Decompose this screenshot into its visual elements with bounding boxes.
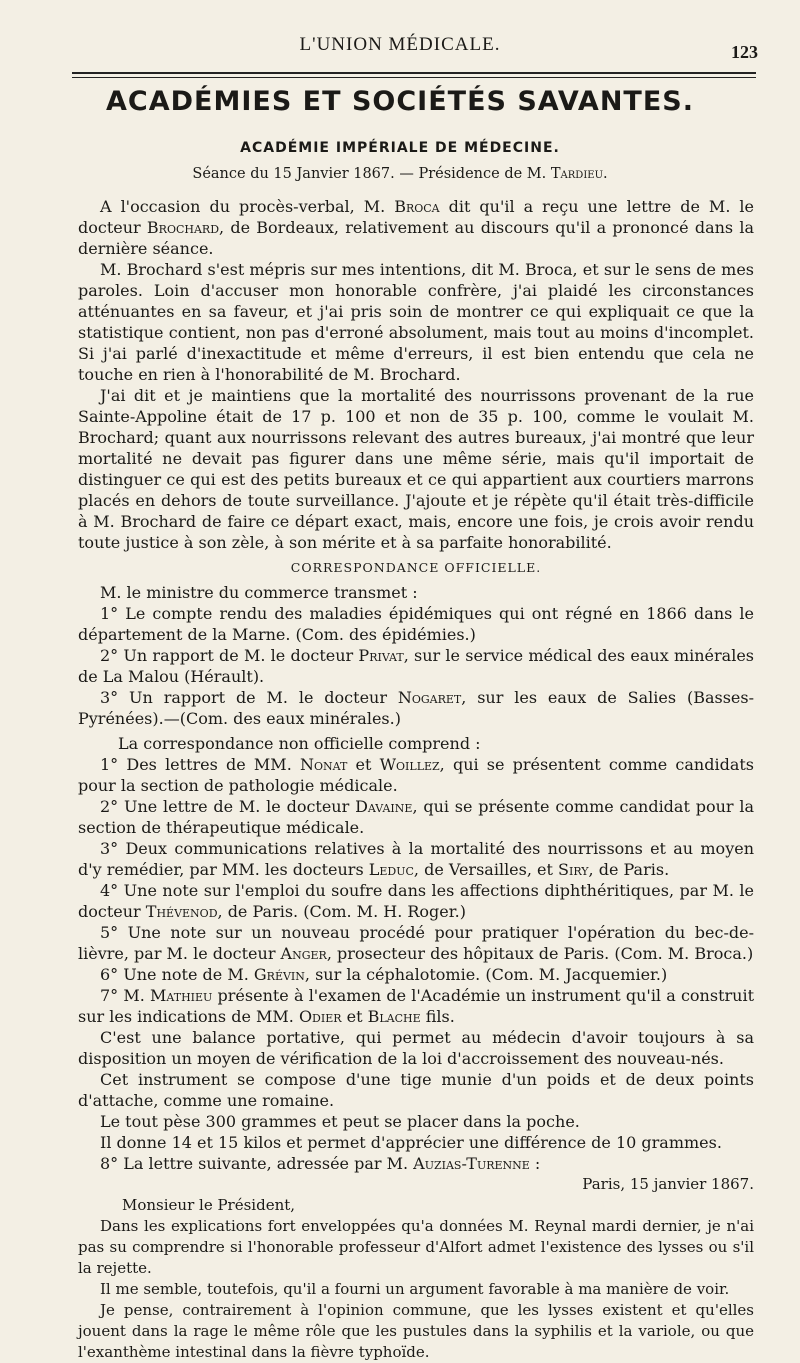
official-intro: M. le ministre du commerce transmet : [100,583,418,602]
text-run: 2° Un rapport de M. le docteur [100,646,359,665]
paragraph-procès-verbal [78,196,754,259]
text-run: , qui se présentent comme candidats pour la section de pathologie médicale. [78,755,755,795]
name-mathieu: Mathieu [150,986,213,1005]
name-auzias-turenne: Auzias-Turenne [413,1154,530,1173]
text-run: 3° Deux communications relatives à la mortalité des nourrissons et au moyen d'y remédier, par MM. les docteurs [78,839,754,879]
text-run: et [347,755,380,774]
text-run: A l'occasion du procès-verbal, M. [100,197,395,216]
text-run: , de Versailles, et [413,860,559,879]
text-run: 4° Une note sur l'emploi du soufre dans les affections diphthéritiques, par M. le docteur [78,881,754,921]
official-item-2 [78,645,754,687]
name-broca: Broca [394,197,440,216]
text-run: : [529,1154,541,1173]
letter-salutation: Monsieur le Président, [122,1196,296,1214]
academy-title: ACADÉMIE IMPÉRIALE DE MÉDECINE. [240,140,560,156]
article-body [78,196,754,1363]
letter [78,1174,754,1363]
text-run: présente à l'examen de l'Académie un instrument qu'il a construit sur les indications de MM. [78,986,754,1026]
official-item-3 [78,687,754,729]
official-item-1 [78,603,754,645]
text-run: , prosecteur des hôpitaux de Paris. (Com. M. Broca.) [326,944,754,963]
text-run: fils. [420,1007,455,1026]
letter-dateline: Paris, 15 janvier 1867. [582,1175,754,1193]
text-run: 2° Une lettre de M. le docteur [100,797,356,816]
text-run: 1° Le compte rendu des maladies épidémiques qui ont régné en 1866 dans le département de la Marne. (Com. des épidémies.) [78,604,754,644]
text-run: 5° Une note sur un nouveau procédé pour pratiquer l'opération du bec-de-lièvre, par M. le docteur [78,923,754,963]
unofficial-item-1 [78,754,754,796]
session-president: Tardieu. [550,166,608,182]
letter-para-3: Je pense, contrairement à l'opinion commune, que les lysses existent et qu'elles jouent dans la rage le même rôle que les pustules dans la syphilis et la variole, ou que l'exanthème intestinal dans la fièvre typhoïde. [78,1301,754,1361]
section-title: ACADÉMIES ET SOCIÉTÉS SAVANTES. [106,86,694,117]
text-run: dit qu'il a reçu une lettre de M. le docteur [78,197,754,237]
text-run: 6° Une note de M. [100,965,254,984]
text-run: , sur les eaux de Salies (Basses-Pyrénées).—(Com. des eaux minérales.) [78,688,755,728]
text-run: , sur la céphalotomie. (Com. M. Jacquemier.) [304,965,668,984]
paragraph-broca-reply: M. Brochard s'est mépris sur mes intentions, dit M. Broca, et sur le sens de mes paroles. Loin d'accuser mon honorable confrère, j'ai plaidé les circonstances atténuantes en sa faveur, et j'ai pris soin de montrer ce qui expliquait ce que la statistique contient, non pas d'erroné absolument, mais tout au moins d'incomplet. Si j'ai parlé d'inexactitude et même d'erreurs, il est bien entendu que cela ne touche en rien à l'honorabilité de M. Brochard. [78,260,754,384]
paragraph-mortality: J'ai dit et je maintiens que la mortalité des nourrissons provenant de la rue Sainte-Appoline était de 17 p. 100 et non de 35 p. 100, comme le voulait M. Brochard; quant aux nourrissons relevant des autres bureaux, j'ai montré que leur mortalité ne devait pas figurer dans une même série, mais qu'il importait de distinguer ce qui est des petits bureaux et ce qui appartient aux courtiers marrons placés en dehors de toute surveillance. J'ajoute et je répète qu'il était très-difficile à M. Brochard de faire ce départ exact, mais, encore une fois, je crois avoir rendu toute justice à son zèle, à son mérite et à sa parfaite honorabilité. [78,386,754,552]
letter-para-2: Il me semble, toutefois, qu'il a fourni un argument favorable à ma manière de voir. [100,1280,730,1298]
name-grevin: Grévin [253,965,305,984]
page-number: 123 [731,42,758,62]
unofficial-item-3 [78,838,754,880]
running-head [0,30,800,70]
instrument-para-2: Cet instrument se compose d'une tige munie d'un poids et de deux points d'attache, comme une romaine. [78,1070,754,1110]
name-nonat: Nonat [299,755,348,774]
unofficial-intro: La correspondance non officielle comprend : [118,734,481,753]
session-text: Séance du 15 Janvier 1867. — Présidence de M. [192,166,551,182]
name-davaine: Davaine [355,797,413,816]
letter-para-1: Dans les explications fort enveloppées qu'a données M. Reynal mardi dernier, je n'ai pas su comprendre si l'honorable professeur d'Alfort admet l'existence des lysses ou s'il la rejette. [78,1217,754,1277]
text-run: , de Paris. [588,860,670,879]
text-run: , de Bordeaux, relativement au discours qu'il a prononcé dans la dernière séance. [78,218,754,258]
text-run: 7° M. [100,986,151,1005]
official-correspondence-heading: CORRESPONDANCE OFFICIELLE. [290,560,542,575]
unofficial-item-5 [78,922,754,964]
name-nogaret: Nogaret [397,688,462,707]
text-run: , de Paris. (Com. M. H. Roger.) [217,902,466,921]
instrument-para-3: Le tout pèse 300 grammes et peut se placer dans la poche. [100,1112,580,1131]
name-blache: Blache [367,1007,421,1026]
text-run: 1° Des lettres de MM. [100,755,300,774]
name-brochard: Brochard [146,218,220,237]
instrument-para-4: Il donne 14 et 15 kilos et permet d'apprécier une différence de 10 grammes. [100,1133,722,1152]
text-run: 8° La lettre suivante, adressée par M. [100,1154,414,1173]
session-line [0,166,800,182]
unofficial-item-4 [78,880,754,922]
name-odier: Odier [298,1007,342,1026]
item-8 [78,1153,754,1174]
text-run: et [341,1007,368,1026]
unofficial-item-2 [78,796,754,838]
name-thevenod: Thévenod [145,902,218,921]
unofficial-item-6 [78,964,754,985]
unofficial-item-7 [78,985,754,1027]
text-run: 3° Un rapport de M. le docteur [100,688,398,707]
name-leduc: Leduc [368,860,414,879]
running-title: L'UNION MÉDICALE. [299,34,501,55]
text-run: , sur le service médical des eaux minérales de La Malou (Hérault). [78,646,754,686]
instrument-para-1: C'est une balance portative, qui permet au médecin d'avoir toujours à sa disposition un moyen de vérification de la loi d'accroissement des nouveau-nés. [78,1028,754,1068]
name-woillez: Woillez [379,755,440,774]
name-privat: Privat [358,646,404,665]
text-run: , qui se présente comme candidat pour la section de thérapeutique médicale. [78,797,754,837]
header-rule [72,72,756,78]
name-anger: Anger [280,944,327,963]
name-siry: Siry [558,860,589,879]
